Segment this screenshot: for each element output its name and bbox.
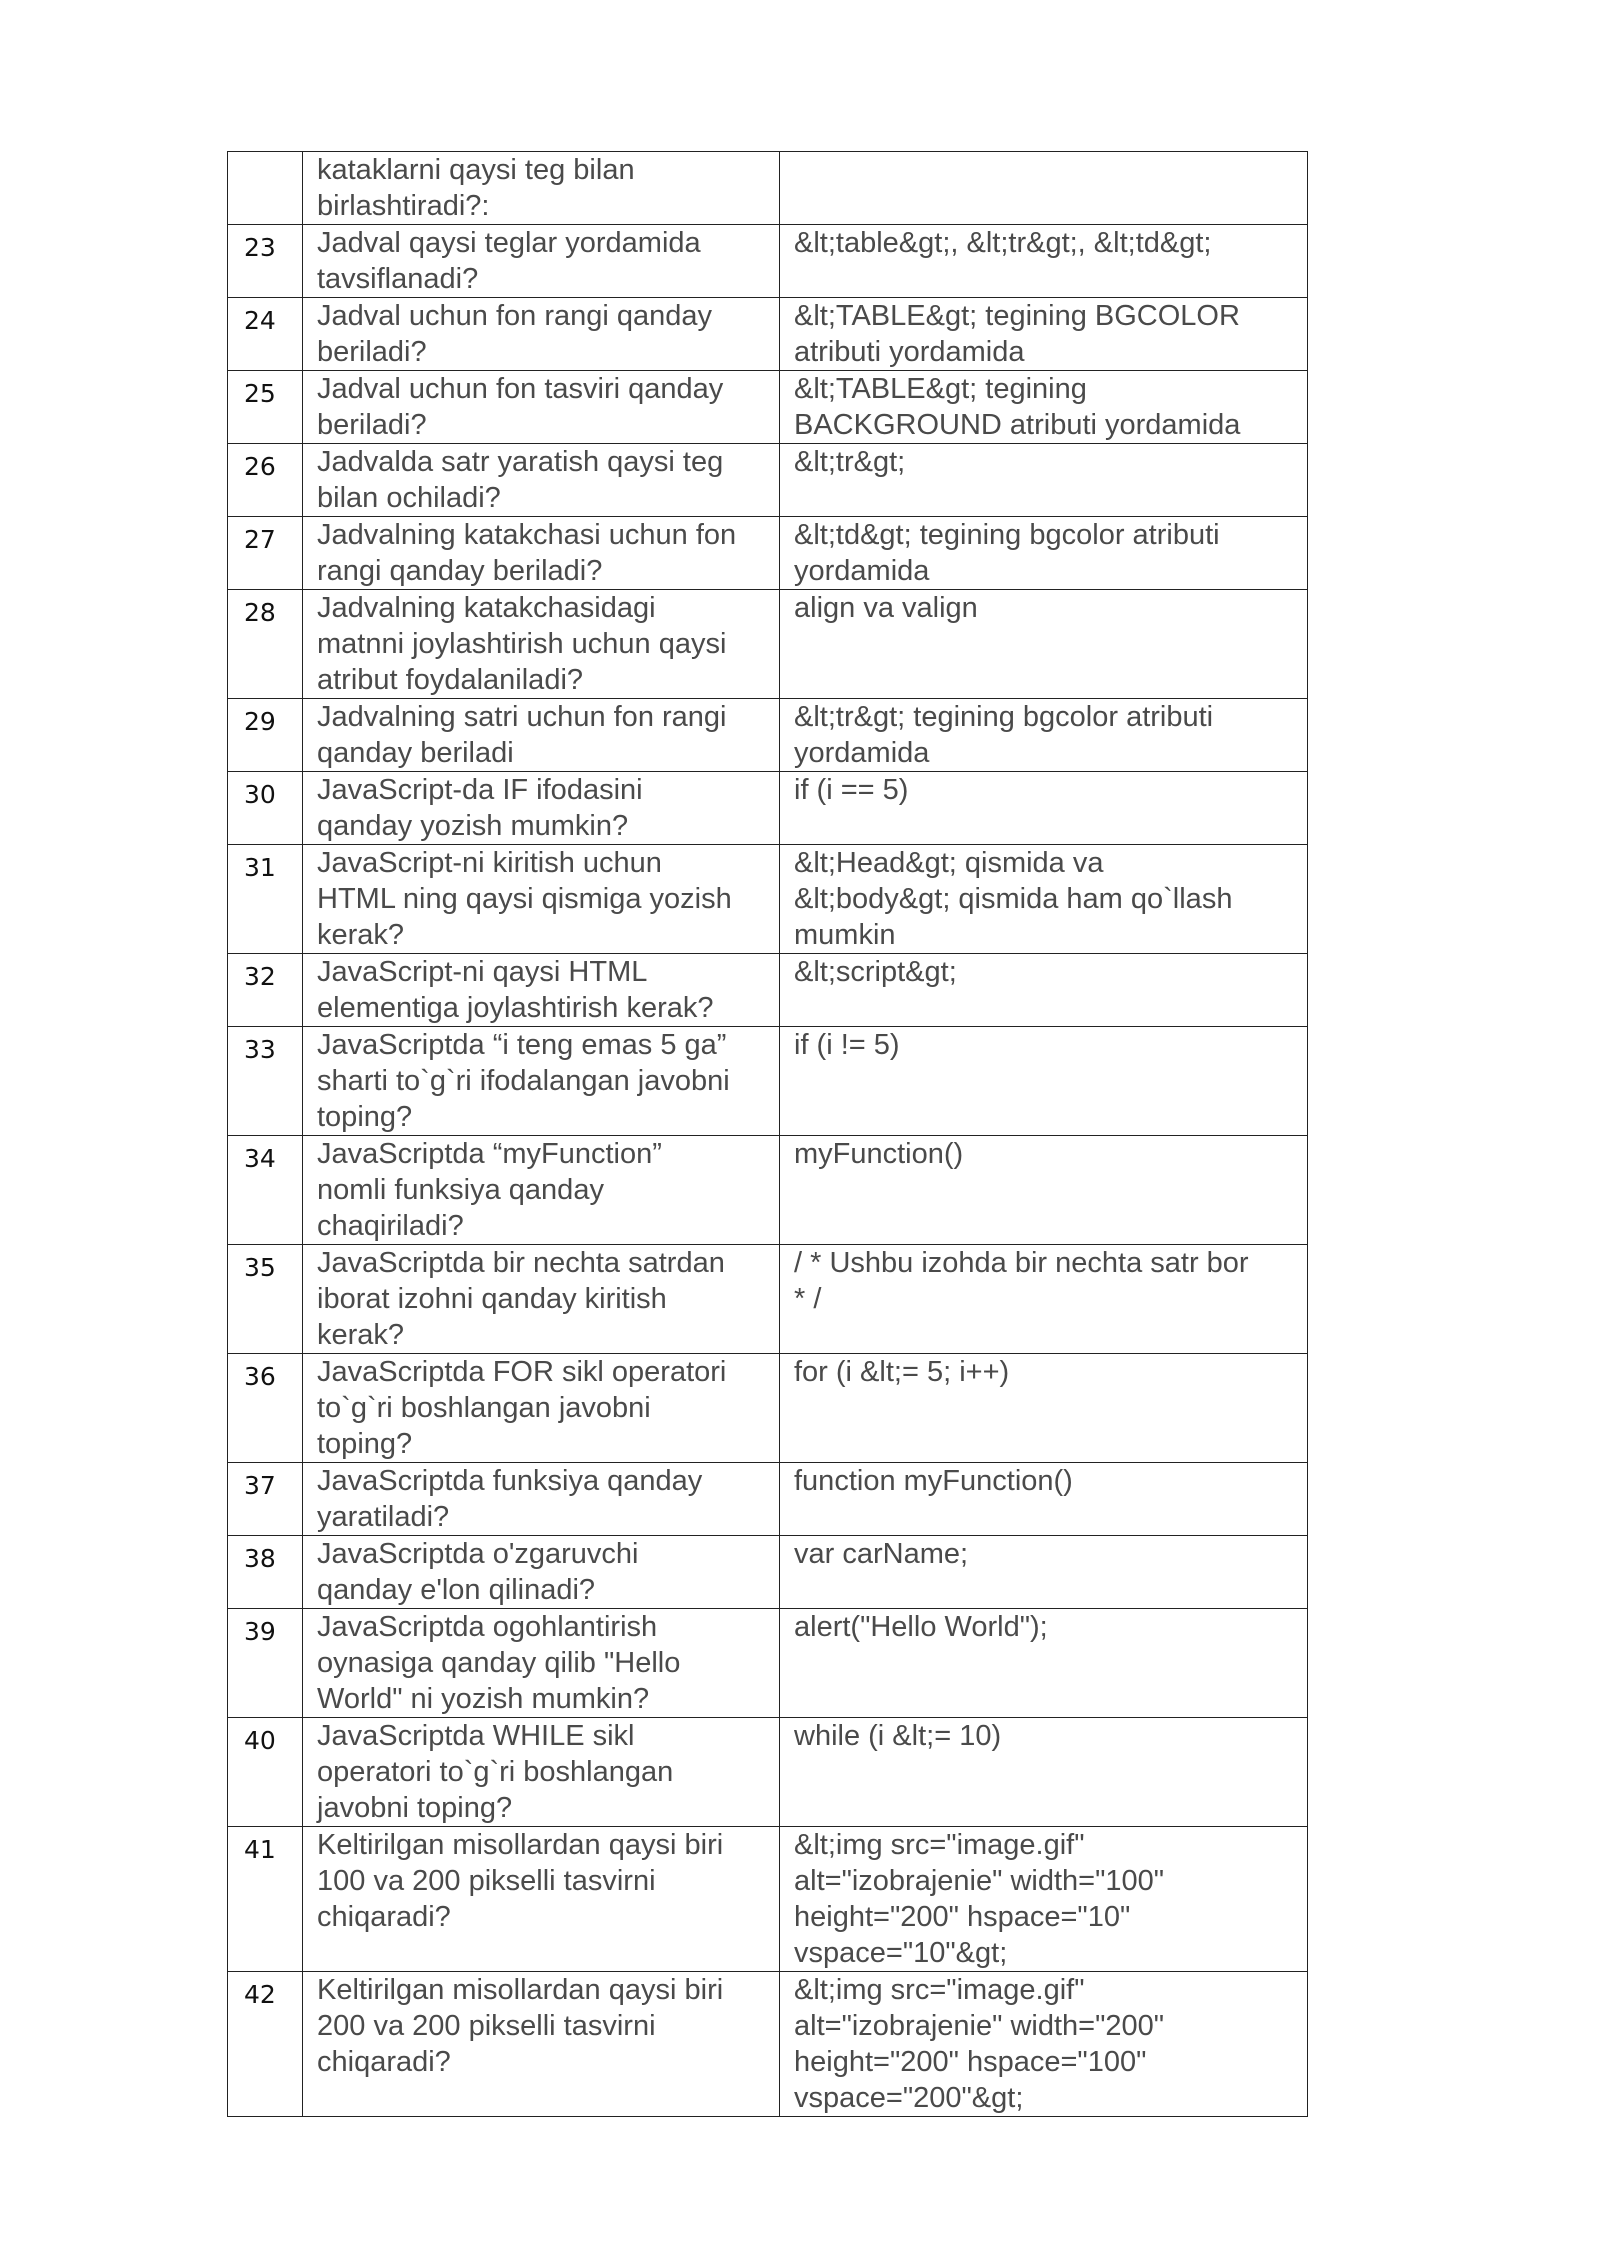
qa-table-body <box>228 152 1308 2117</box>
question-cell: JavaScriptda bir nechta satrdan iborat izohni qanday kiritish kerak? <box>303 1245 780 1354</box>
answer-cell: &lt;script&gt; <box>780 954 1308 1027</box>
table-row <box>228 1609 1308 1718</box>
answer-cell: if (i == 5) <box>780 772 1308 845</box>
table-row <box>228 1718 1308 1827</box>
row-number <box>228 152 303 225</box>
answer-cell: function myFunction() <box>780 1463 1308 1536</box>
question-cell: Jadvalning katakchasi uchun fon rangi qanday beriladi? <box>303 517 780 590</box>
question-cell: Keltirilgan misollardan qaysi biri 200 va 200 pikselli tasvirni chiqaradi? <box>303 1972 780 2117</box>
table-row <box>228 699 1308 772</box>
row-number: 25 <box>228 371 303 444</box>
answer-cell: for (i &lt;= 5; i++) <box>780 1354 1308 1463</box>
row-number: 37 <box>228 1463 303 1536</box>
question-cell: JavaScriptda WHILE sikl operatori to`g`ri boshlangan javobni toping? <box>303 1718 780 1827</box>
question-cell: Jadvalning katakchasidagi matnni joylashtirish uchun qaysi atribut foydalaniladi? <box>303 590 780 699</box>
table-row <box>228 298 1308 371</box>
table-row <box>228 371 1308 444</box>
question-cell: JavaScriptda FOR sikl operatori to`g`ri boshlangan javobni toping? <box>303 1354 780 1463</box>
table-row <box>228 1245 1308 1354</box>
question-cell: JavaScript-ni qaysi HTML elementiga joylashtirish kerak? <box>303 954 780 1027</box>
row-number: 29 <box>228 699 303 772</box>
table-row <box>228 1536 1308 1609</box>
table-row <box>228 1463 1308 1536</box>
question-cell: kataklarni qaysi teg bilan birlashtiradi?: <box>303 152 780 225</box>
question-cell: Jadval uchun fon rangi qanday beriladi? <box>303 298 780 371</box>
table-row <box>228 1354 1308 1463</box>
table-row <box>228 1136 1308 1245</box>
row-number: 27 <box>228 517 303 590</box>
question-cell: JavaScriptda “myFunction” nomli funksiya qanday chaqiriladi? <box>303 1136 780 1245</box>
answer-cell <box>780 152 1308 225</box>
table-row <box>228 225 1308 298</box>
question-cell: JavaScript-ni kiritish uchun HTML ning qaysi qismiga yozish kerak? <box>303 845 780 954</box>
answer-cell: &lt;tr&gt; tegining bgcolor atributi yordamida <box>780 699 1308 772</box>
answer-cell: align va valign <box>780 590 1308 699</box>
answer-cell: &lt;TABLE&gt; tegining BACKGROUND atributi yordamida <box>780 371 1308 444</box>
question-cell: JavaScriptda funksiya qanday yaratiladi? <box>303 1463 780 1536</box>
row-number: 42 <box>228 1972 303 2117</box>
table-row <box>228 772 1308 845</box>
table-row <box>228 1027 1308 1136</box>
row-number: 35 <box>228 1245 303 1354</box>
question-cell: JavaScriptda “i teng emas 5 ga” sharti to`g`ri ifodalangan javobni toping? <box>303 1027 780 1136</box>
question-cell: Jadval qaysi teglar yordamida tavsiflanadi? <box>303 225 780 298</box>
answer-cell: myFunction() <box>780 1136 1308 1245</box>
table-row <box>228 152 1308 225</box>
question-cell: JavaScript-da IF ifodasini qanday yozish mumkin? <box>303 772 780 845</box>
table-row <box>228 590 1308 699</box>
row-number: 34 <box>228 1136 303 1245</box>
row-number: 39 <box>228 1609 303 1718</box>
table-row <box>228 444 1308 517</box>
row-number: 26 <box>228 444 303 517</box>
table-row <box>228 845 1308 954</box>
answer-cell: while (i &lt;= 10) <box>780 1718 1308 1827</box>
answer-cell: if (i != 5) <box>780 1027 1308 1136</box>
answer-cell: alert("Hello World"); <box>780 1609 1308 1718</box>
table-row <box>228 954 1308 1027</box>
row-number: 23 <box>228 225 303 298</box>
row-number: 28 <box>228 590 303 699</box>
answer-cell: var carName; <box>780 1536 1308 1609</box>
answer-cell: &lt;tr&gt; <box>780 444 1308 517</box>
answer-cell: &lt;td&gt; tegining bgcolor atributi yordamida <box>780 517 1308 590</box>
answer-cell: / * Ushbu izohda bir nechta satr bor * / <box>780 1245 1308 1354</box>
row-number: 41 <box>228 1827 303 1972</box>
row-number: 32 <box>228 954 303 1027</box>
table-row <box>228 517 1308 590</box>
table-row <box>228 1972 1308 2117</box>
question-cell: Jadvalda satr yaratish qaysi teg bilan ochiladi? <box>303 444 780 517</box>
answer-cell: &lt;table&gt;, &lt;tr&gt;, &lt;td&gt; <box>780 225 1308 298</box>
row-number: 38 <box>228 1536 303 1609</box>
question-cell: JavaScriptda o'zgaruvchi qanday e'lon qilinadi? <box>303 1536 780 1609</box>
row-number: 33 <box>228 1027 303 1136</box>
answer-cell: &lt;img src="image.gif" alt="izobrajenie" width="200" height="200" hspace="100" vspace="200"&gt; <box>780 1972 1308 2117</box>
question-cell: Keltirilgan misollardan qaysi biri 100 va 200 pikselli tasvirni chiqaradi? <box>303 1827 780 1972</box>
qa-table <box>227 151 1308 2117</box>
row-number: 24 <box>228 298 303 371</box>
row-number: 31 <box>228 845 303 954</box>
question-cell: Jadvalning satri uchun fon rangi qanday beriladi <box>303 699 780 772</box>
row-number: 40 <box>228 1718 303 1827</box>
question-cell: Jadval uchun fon tasviri qanday beriladi? <box>303 371 780 444</box>
answer-cell: &lt;img src="image.gif" alt="izobrajenie" width="100" height="200" hspace="10" vspace="10"&gt; <box>780 1827 1308 1972</box>
answer-cell: &lt;Head&gt; qismida va &lt;body&gt; qismida ham qo`llash mumkin <box>780 845 1308 954</box>
table-row <box>228 1827 1308 1972</box>
question-cell: JavaScriptda ogohlantirish oynasiga qanday qilib "Hello World" ni yozish mumkin? <box>303 1609 780 1718</box>
row-number: 36 <box>228 1354 303 1463</box>
answer-cell: &lt;TABLE&gt; tegining BGCOLOR atributi yordamida <box>780 298 1308 371</box>
row-number: 30 <box>228 772 303 845</box>
